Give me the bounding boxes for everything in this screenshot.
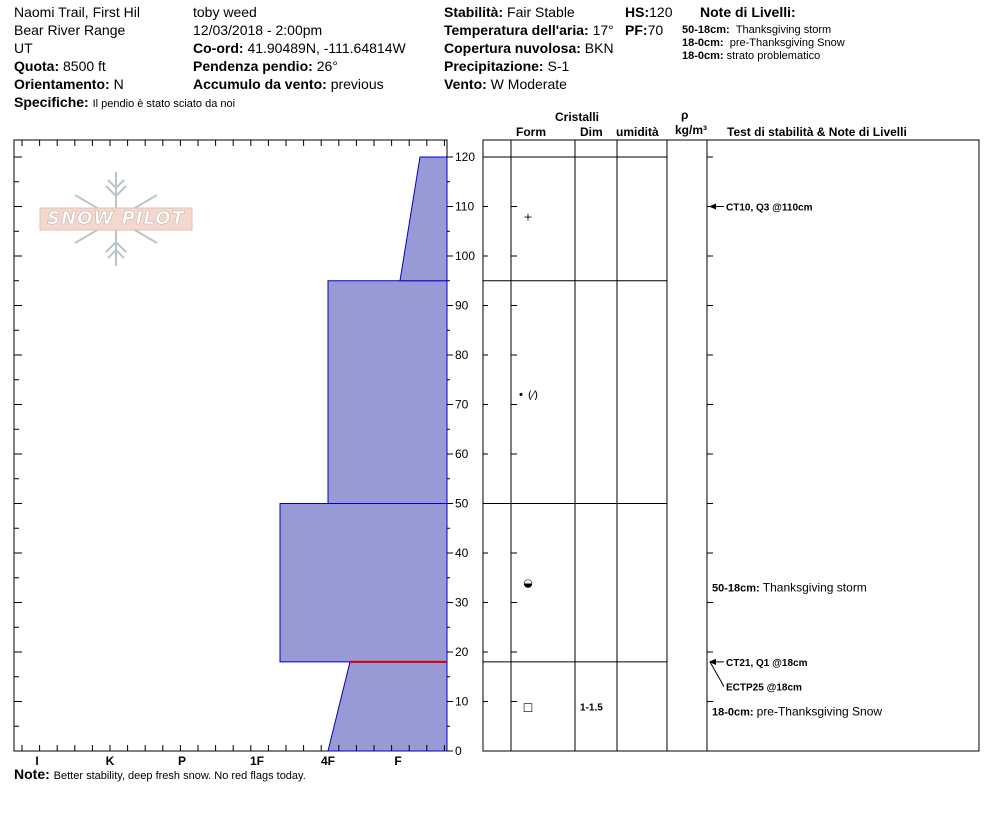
crystal-form-3: ◒ — [523, 576, 533, 590]
stability-note-4: 50-18cm: Thanksgiving storm — [712, 580, 867, 595]
stability-field: Stabilità: Fair Stable — [444, 4, 575, 20]
hardness-layer-4 — [400, 157, 447, 281]
stability-arrow-line — [710, 662, 724, 687]
layer-note-2: 18-0cm: pre-Thanksgiving Snow — [682, 37, 845, 49]
y-tick-label: 20 — [455, 645, 469, 659]
stability-arrow-head — [709, 659, 716, 665]
x-tick-label-4f: 4F — [320, 754, 336, 768]
y-tick-label: 60 — [455, 447, 469, 461]
air-temp-field: Temperatura dell'aria: 17° — [444, 22, 614, 38]
crystal-form-2: • (⁄) — [517, 388, 539, 402]
y-tick-label: 30 — [455, 595, 469, 610]
stability-note-5: 18-0cm: pre-Thanksgiving Snow — [712, 704, 883, 719]
slope-field: Pendenza pendio: 26° — [193, 58, 338, 74]
x-tick-label-f: F — [394, 754, 402, 768]
x-tick-label-p: P — [177, 754, 187, 768]
stability-test-1: CT10, Q3 @110cm — [726, 202, 813, 214]
precip-field: Precipitazione: S-1 — [444, 58, 570, 74]
crystal-dim-4: 1-1.5 — [580, 702, 603, 714]
density-unit: kg/m³ — [675, 123, 708, 137]
y-tick-label: 90 — [455, 298, 469, 313]
layer-note-3: 18-0cm: strato problematico — [682, 50, 821, 62]
wetness-header: umidità — [616, 125, 659, 139]
elevation-field: Quota: 8500 ft — [14, 58, 106, 74]
y-tick-label: 10 — [455, 694, 469, 709]
observer: toby weed — [193, 4, 257, 20]
y-tick-label: 80 — [455, 348, 469, 362]
dim-header: Dim — [580, 125, 603, 139]
pf-field: PF:70 — [625, 22, 664, 38]
wind-loading-field: Accumulo da vento: previous — [193, 76, 384, 92]
density-symbol: ρ — [681, 108, 689, 122]
specifics-field: Specifiche: Il pendio è stato sciato da noi — [14, 94, 236, 110]
datetime: 12/03/2018 - 2:00pm — [193, 22, 323, 38]
logo-text: SNOW PILOT — [47, 208, 185, 229]
stability-test-3: ECTP25 @18cm — [726, 682, 802, 694]
state: UT — [14, 40, 33, 56]
y-tick-label: 70 — [455, 397, 469, 412]
mountain-range: Bear River Range — [14, 22, 126, 38]
coordinates-field: Co-ord: 41.90489N, -111.64814W — [193, 40, 406, 56]
y-tick-label: 40 — [455, 546, 469, 560]
wind-field: Vento: W Moderate — [444, 76, 567, 92]
footer-note: Note: Better stability, deep fresh snow. No red flags today. — [14, 766, 306, 782]
cloud-field: Copertura nuvolosa: BKN — [444, 40, 614, 56]
crystal-form-4: □ — [522, 700, 534, 714]
y-tick-label: 110 — [455, 199, 475, 214]
y-tick-label: 50 — [455, 496, 469, 511]
hs-field: HS:120 — [625, 4, 673, 20]
layer-note-1: 50-18cm: Thanksgiving storm — [682, 24, 832, 36]
hardness-layer-3 — [328, 281, 447, 504]
location-name: Naomi Trail, First Hil — [14, 4, 141, 20]
y-tick-label: 120 — [455, 150, 476, 164]
layer-notes-title: Note di Livelli: — [700, 4, 796, 20]
stability-test-2: CT21, Q1 @18cm — [726, 657, 808, 669]
stability-arrow-head — [709, 204, 716, 210]
crystal-form-1: + — [523, 210, 533, 224]
aspect-field: Orientamento: N — [14, 76, 124, 92]
x-tick-label-i: I — [35, 754, 39, 768]
y-tick-label: 100 — [455, 249, 476, 263]
y-tick-label: 0 — [455, 744, 462, 758]
x-tick-label-1f: 1F — [249, 754, 265, 768]
form-header: Form — [516, 125, 546, 139]
crystals-header: Cristalli — [555, 110, 600, 124]
x-tick-label-k: K — [105, 754, 115, 768]
hardness-layer-2 — [280, 504, 447, 662]
hardness-layer-1 — [328, 662, 447, 751]
stability-header: Test di stabilità & Note di Livelli — [727, 125, 907, 139]
